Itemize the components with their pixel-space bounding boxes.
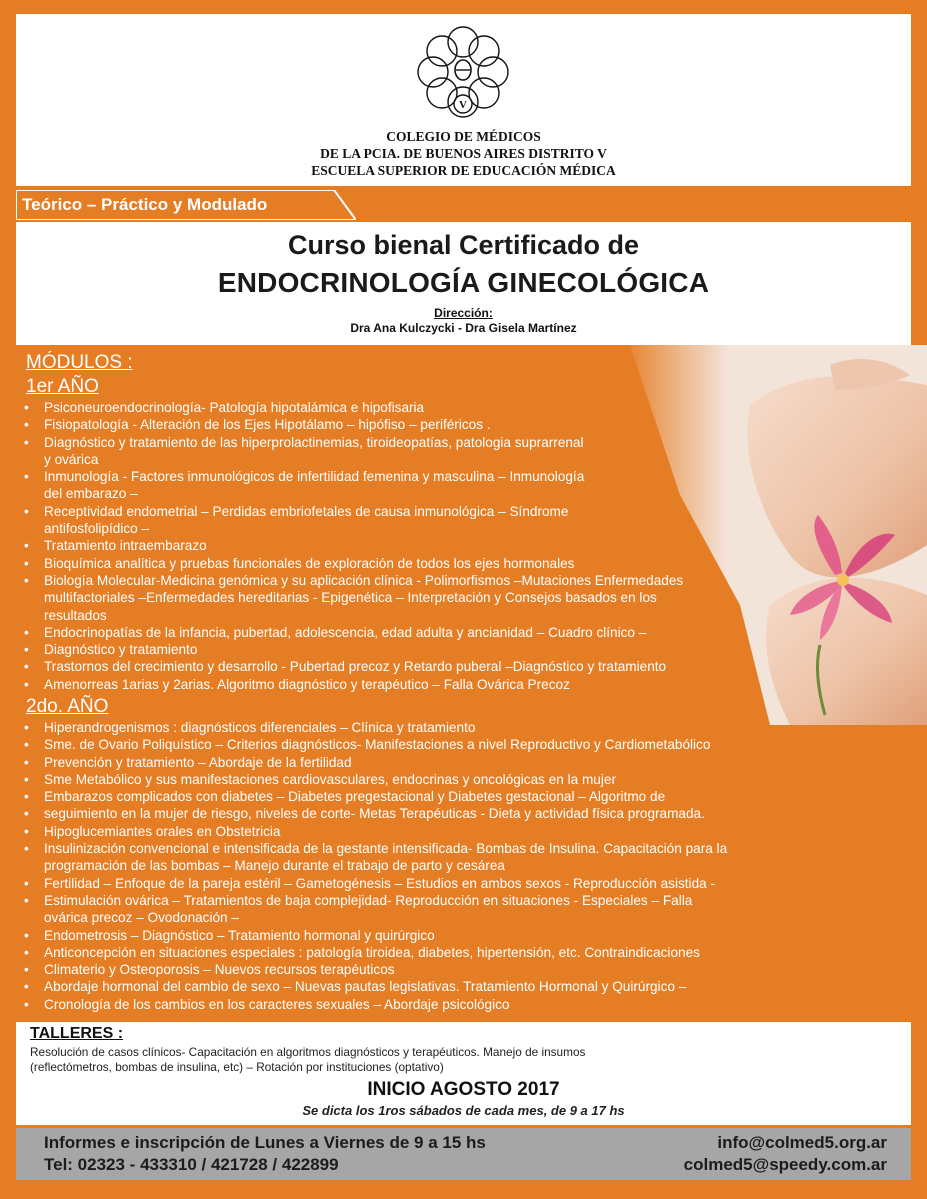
list-item [24, 875, 844, 892]
module-item-text: Hiperandrogenismos : diagnósticos diferenciales – Clínica y tratamiento [44, 720, 476, 735]
module-item-text: Psiconeuroendocrinología- Patología hipotalámica e hipofisaria [44, 400, 425, 415]
year1-heading: 1er AÑO [26, 376, 99, 397]
module-item-text: Climaterio y Osteoporosis – Nuevos recursos terapéuticos [44, 962, 395, 978]
year2-module-list [24, 719, 844, 1013]
bullet-icon: • [24, 996, 29, 1012]
institution-line-1: COLEGIO DE MÉDICOS [386, 129, 541, 144]
list-item [24, 944, 844, 961]
list-item [24, 537, 844, 554]
college-logo [415, 24, 511, 120]
list-item [24, 399, 844, 416]
footer-informes: Informes e inscripción de Lunes a Viernes de 9 a 15 hs [44, 1133, 486, 1152]
list-item [24, 978, 844, 995]
module-item-text: Anticoncepción en situaciones especiales : patología tiroidea, diabetes, hipertensión, etc. Contraindicaciones [44, 944, 700, 960]
bullet-icon: • [24, 979, 29, 995]
module-item-text: seguimiento en la mujer de riesgo, niveles de corte- Metas Terapéuticas - Dieta y actividad física programada. [44, 806, 705, 822]
bullet-icon: • [24, 624, 29, 640]
bullet-icon: • [24, 754, 29, 770]
bullet-icon: • [24, 771, 29, 787]
direction-names: Dra Ana Kulczycki - Dra Gisela Martínez [350, 321, 577, 335]
list-item [24, 805, 844, 822]
module-item-text: Endometrosis – Diagnóstico – Tratamiento hormonal y quirúrgico [44, 927, 435, 943]
list-item [24, 961, 844, 978]
start-date: INICIO AGOSTO 2017 [367, 1079, 560, 1100]
bullet-icon: • [24, 503, 29, 519]
module-item-text: Inmunología - Factores inmunológicos de infertilidad femenina y masculina – Inmunología del embarazo – [44, 469, 585, 502]
flower-emblem-icon [415, 24, 511, 120]
course-title-line-1: Curso bienal Certificado de [287, 230, 640, 260]
list-item [24, 676, 844, 693]
bullet-icon: • [24, 944, 29, 960]
direction-label: Dirección: [434, 306, 493, 320]
module-item-text: Sme Metabólico y sus manifestaciones cardiovasculares, endocrinas y oncológicas en la mujer [44, 771, 616, 787]
bullet-icon: • [24, 806, 29, 822]
list-item [24, 719, 844, 736]
bullet-icon: • [24, 572, 29, 588]
module-item-text: Amenorreas 1arias y 2arias. Algoritmo diagnóstico y terapéutico – Falla Ovárica Precoz [44, 676, 570, 692]
bullet-icon: • [24, 823, 29, 839]
module-item-text: Tratamiento intraembarazo [44, 538, 207, 554]
bullet-icon: • [24, 676, 29, 692]
bullet-icon: • [24, 841, 29, 857]
bullet-icon: • [24, 400, 29, 415]
module-item-text: Embarazos complicados con diabetes – Diabetes pregestacional y Diabetes gestacional – Algoritmo de [44, 789, 666, 805]
bullet-icon: • [24, 892, 29, 908]
bullet-icon: • [24, 434, 29, 450]
module-item-text: Fertilidad – Enfoque de la pareja estéril – Gametogénesis – Estudios en ambos sexos - Reproducción asistida - [44, 875, 715, 891]
bullet-icon: • [24, 927, 29, 943]
year1-module-list [24, 399, 844, 693]
svg-text:V: V [459, 99, 467, 111]
module-item-text: Bioquímica analítica y pruebas funcionales de exploración de todos los ejes hormonales [44, 555, 575, 571]
list-item [24, 572, 844, 624]
list-item [24, 555, 844, 572]
module-item-text: Diagnóstico y tratamiento [44, 642, 198, 658]
list-item [24, 434, 844, 469]
module-item-text: Abordaje hormonal del cambio de sexo – Nuevas pautas legislativas. Tratamiento Hormonal y Quirúrgico – [44, 979, 687, 995]
list-item [24, 503, 844, 538]
list-item [24, 754, 844, 771]
list-item [24, 771, 844, 788]
bullet-icon: • [24, 417, 29, 433]
schedule-text: Se dicta los 1ros sábados de cada mes, de 9 a 17 hs [302, 1103, 625, 1118]
list-item [24, 996, 844, 1013]
bullet-icon: • [24, 875, 29, 891]
talleres-description: Resolución de casos clínicos- Capacitación en algoritmos diagnósticos y terapéuticos. Manejo de insumos (reflectómetros, bombas de insulina, etc) – Rotación por instituciones (optativo) [30, 1045, 586, 1074]
footer-email-speedy[interactable]: colmed5@speedy.com.ar [683, 1155, 887, 1174]
module-item-text: Sme. de Ovario Poliquístico – Criterios diagnósticos- Manifestaciones a nivel Reproductivo y Cardiometabólico [44, 737, 711, 753]
bullet-icon: • [24, 737, 29, 753]
list-item [24, 641, 844, 658]
bullet-icon: • [24, 642, 29, 658]
bullet-icon: • [24, 962, 29, 978]
list-item [24, 658, 844, 675]
list-item [24, 416, 844, 433]
list-item [24, 736, 844, 753]
bullet-icon: • [24, 789, 29, 805]
list-item [24, 624, 844, 641]
year2-heading: 2do. AÑO [26, 696, 109, 717]
institution-line-2: DE LA PCIA. DE BUENOS AIRES DISTRITO V [320, 146, 607, 161]
bullet-icon: • [24, 538, 29, 554]
module-item-text: Receptividad endometrial – Perdidas embriofetales de causa inmunológica – Síndrome antifosfolipídico – [44, 503, 569, 537]
list-item [24, 927, 844, 944]
module-item-text: Cronología de los cambios en los caracteres sexuales – Abordaje psicológico [44, 996, 510, 1012]
list-item [24, 788, 844, 805]
module-item-text: Endocrinopatías de la infancia, pubertad, adolescencia, edad adulta y ancianidad – Cuadro clínico – [44, 624, 647, 640]
list-item [24, 892, 844, 927]
tagline-text: Teórico – Práctico y Modulado [22, 195, 268, 214]
institution-line-3: ESCUELA SUPERIOR DE EDUCACIÓN MÉDICA [311, 163, 616, 178]
module-item-text: Trastornos del crecimiento y desarrollo - Pubertad precoz y Retardo puberal –Diagnóstico y tratamiento [44, 659, 667, 675]
module-item-text: Hipoglucemiantes orales en Obstetricia [44, 823, 281, 839]
module-item-text: Biología Molecular-Medicina genómica y su aplicación clínica - Polimorfismos –Mutaciones Enfermedades multifactoriales –Enfermedades hereditarias - Epigenética – Interpretación y Consejos basados en los resultados [44, 572, 684, 623]
bullet-icon: • [24, 555, 29, 571]
talleres-heading: TALLERES : [30, 1025, 124, 1042]
module-item-text: Estimulación ovárica – Tratamientos de baja complejidad- Reproducción en situaciones - Especiales – Falla ovárica precoz – Ovodonación – [44, 892, 693, 926]
list-item [24, 823, 844, 840]
list-item [24, 468, 844, 503]
modules-heading: MÓDULOS : [26, 352, 133, 373]
module-item-text: Diagnóstico y tratamiento de las hiperprolactinemias, tiroideopatías, patologia suprarrenal y ovárica [44, 434, 584, 467]
course-title-line-2: ENDOCRINOLOGÍA GINECOLÓGICA [217, 267, 710, 298]
module-item-text: Prevención y tratamiento – Abordaje de la fertilidad [44, 754, 352, 770]
list-item [24, 840, 844, 875]
bullet-icon: • [24, 469, 29, 485]
module-item-text: Insulinización convencional e intensificada de la gestante intensificada- Bombas de Insulina. Capacitación para la programación de las bombas – Manejo durante el trabajo de parto y cesárea [44, 841, 728, 874]
footer-phone: Tel: 02323 - 433310 / 421728 / 422899 [44, 1155, 339, 1174]
module-item-text: Fisiopatología - Alteración de los Ejes Hipotálamo – hipófiso – periféricos . [44, 417, 491, 433]
bullet-icon: • [24, 720, 29, 735]
bullet-icon: • [24, 659, 29, 675]
footer-email-info[interactable]: info@colmed5.org.ar [717, 1133, 887, 1152]
